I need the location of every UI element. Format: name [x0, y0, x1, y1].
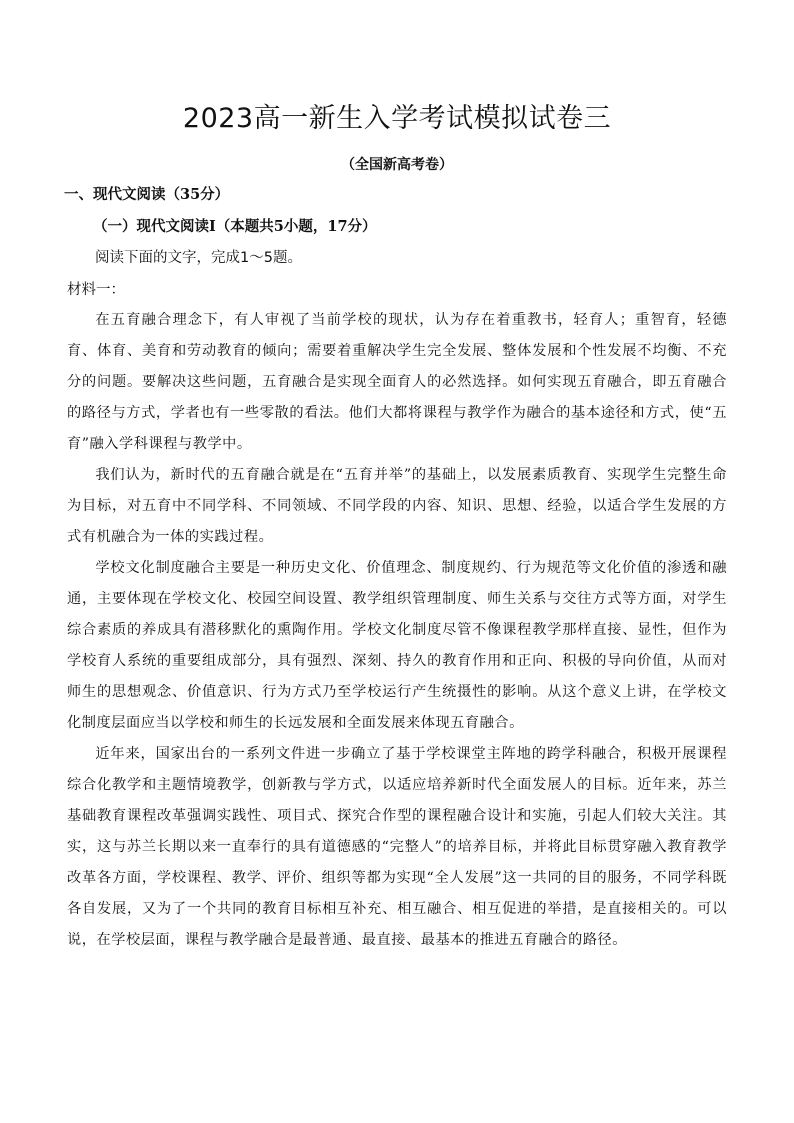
- paragraph-4: 近年来，国家出台的一系列文件进一步确立了基于学校课堂主阵地的跨学科融合，积极开展课程综合化教学和主题情境教学，创新教与学方式，以适应培养新时代全面发展人的目标。近年来，苏兰基础教育课程改革强调实践性、项目式、探究合作型的课程融合设计和实施，引起人们较大关注。其实，这与苏兰长期以来一直奉行的具有道德感的“完整人”的培养目标，并将此目标贯穿融入教育教学改革各方面，学校课程、教学、评价、组织等都为实现“全人发展”这一共同的目的服务，不同学科既各自发展，又为了一个共同的教育目标相互补充、相互融合、相互促进的举措，是直接相关的。可以说，在学校层面，课程与教学融合是最普通、最直接、最基本的推进五育融合的路径。: [67, 746, 727, 948]
- paragraph-1: 在五育融合理念下，有人审视了当前学校的现状，认为存在着重教书，轻育人；重智育，轻德育、体育、美育和劳动教育的倾向；需要着重解决学生完全发展、整体发展和个性发展不均衡、不充分的问题。要解决这些问题，五育融合是实现全面育人的必然选择。如何实现五育融合，即五育融合的路径与方式，学者也有一些零散的看法。他们大都将课程与教学作为融合的基本途径和方式，使“五育”融入学科课程与教学中。: [67, 312, 727, 452]
- material-body: [67, 305, 727, 956]
- reading-instruction: 阅读下面的文字，完成1～5题。: [95, 250, 302, 266]
- section-heading: 一、现代文阅读（35分）: [64, 186, 230, 203]
- paragraph-3: 学校文化制度融合主要是一种历史文化、价值理念、制度规约、行为规范等文化价值的渗透和融通，主要体现在学校文化、校园空间设置、教学组织管理制度、师生关系与交往方式等方面，对学生综合素质的养成具有潜移默化的熏陶作用。学校文化制度尽管不像课程教学那样直接、显性，但作为学校育人系统的重要组成部分，具有强烈、深刻、持久的教育作用和正向、积极的导向价值，从而对师生的思想观念、价值意识、行为方式乃至学校运行产生统摄性的影响。从这个意义上讲，在学校文化制度层面应当以学校和师生的长远发展和全面发展来体现五育融合。: [67, 560, 727, 731]
- sub-section-heading: （一）现代文阅读Ⅰ（本题共5小题，17分）: [93, 218, 377, 235]
- exam-title: 2023高一新生入学考试模拟试卷三: [182, 103, 612, 134]
- material-label: 材料一：: [67, 282, 125, 298]
- exam-subtitle: （全国新高考卷）: [341, 157, 453, 173]
- paragraph-2: 我们认为，新时代的五育融合就是在“五育并举”的基础上，以发展素质教育、实现学生完整生命为目标，对五育中不同学科、不同领域、不同学段的内容、知识、思想、经验，以适合学生发展的方式有机融合为一体的实践过程。: [67, 467, 727, 545]
